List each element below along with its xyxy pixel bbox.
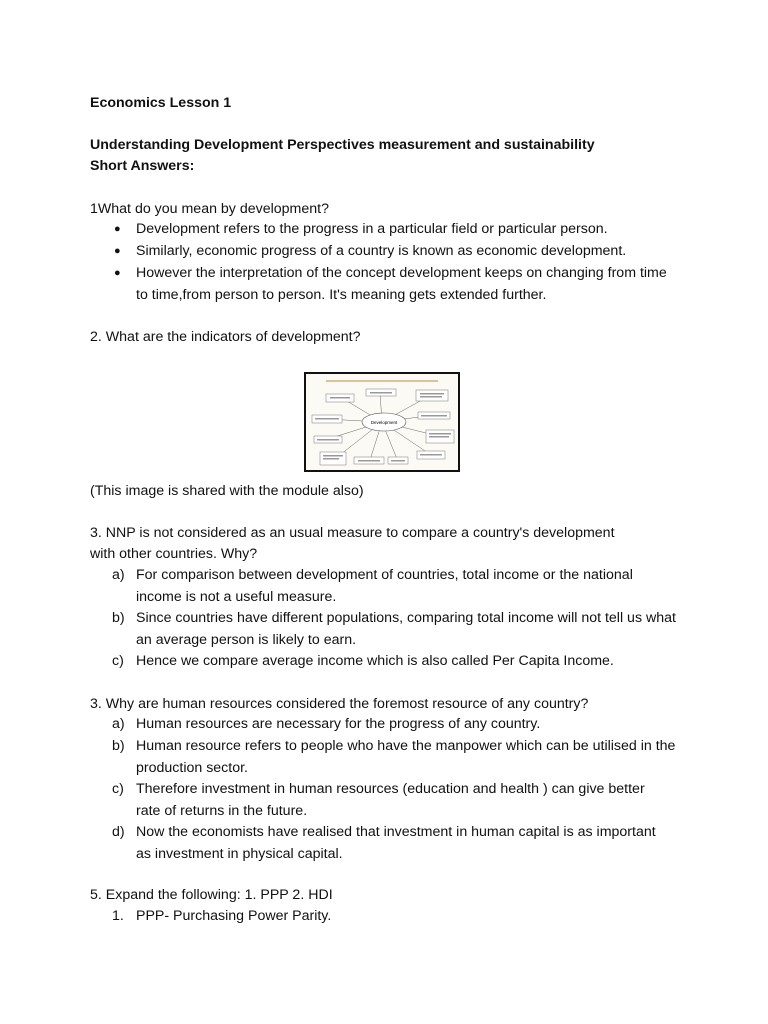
list-item-text: Now the economists have realised that investment in human capital is as important as investment in physical capital. bbox=[136, 824, 656, 862]
question-1: 1What do you mean by development? bbox=[90, 201, 329, 217]
question-3-line2: with other countries. Why? bbox=[90, 546, 258, 562]
section-title: Short Answers: bbox=[90, 158, 195, 174]
list-marker: b) bbox=[112, 738, 125, 754]
list-item-text: Hence we compare average income which is also called Per Capita Income. bbox=[136, 653, 614, 669]
list-marker: c) bbox=[112, 653, 124, 669]
list-item-text: However the interpretation of the concept development keeps on changing from time to time,from person to person. It's meaning gets extended further. bbox=[136, 265, 667, 303]
chapter-title: Understanding Development Perspectives measurement and sustainability bbox=[90, 137, 595, 153]
list-item-text: PPP- Purchasing Power Parity. bbox=[136, 908, 332, 924]
list-item-text: Human resource refers to people who have the manpower which can be utilised in the production sector. bbox=[136, 738, 676, 776]
indicators-diagram-image bbox=[304, 372, 460, 472]
list-item-text: Development refers to the progress in a particular field or particular person. bbox=[136, 221, 608, 237]
list-marker: 1. bbox=[112, 908, 124, 924]
list-marker: d) bbox=[112, 824, 125, 840]
list-item-text: Since countries have different populations, comparing total income will not tell us what an average person is likely to earn. bbox=[136, 610, 676, 648]
mind-map-diagram bbox=[306, 374, 458, 470]
list-marker: c) bbox=[112, 781, 124, 797]
diagram-center-label: Development bbox=[370, 420, 398, 425]
list-marker: b) bbox=[112, 610, 125, 626]
list-item-text: Similarly, economic progress of a country is known as economic development. bbox=[136, 243, 627, 259]
figure-caption: (This image is shared with the module also) bbox=[90, 483, 364, 499]
list-marker: a) bbox=[112, 567, 125, 583]
lesson-title: Economics Lesson 1 bbox=[90, 95, 232, 111]
list-item-text: For comparison between development of countries, total income or the national income is not a useful measure. bbox=[136, 567, 633, 605]
bullet-marker: ● bbox=[114, 223, 121, 235]
question-4: 3. Why are human resources considered the foremost resource of any country? bbox=[90, 696, 589, 712]
bullet-marker: ● bbox=[114, 245, 121, 257]
list-item-text: Human resources are necessary for the progress of any country. bbox=[136, 716, 541, 732]
bullet-marker: ● bbox=[114, 267, 121, 279]
question-3-line1: 3. NNP is not considered as an usual measure to compare a country's development bbox=[90, 525, 615, 541]
list-item-text: Therefore investment in human resources (education and health ) can give better rate of returns in the future. bbox=[136, 781, 645, 819]
question-5: 5. Expand the following: 1. PPP 2. HDI bbox=[90, 887, 333, 903]
question-2: 2. What are the indicators of development? bbox=[90, 329, 361, 345]
list-marker: a) bbox=[112, 716, 125, 732]
